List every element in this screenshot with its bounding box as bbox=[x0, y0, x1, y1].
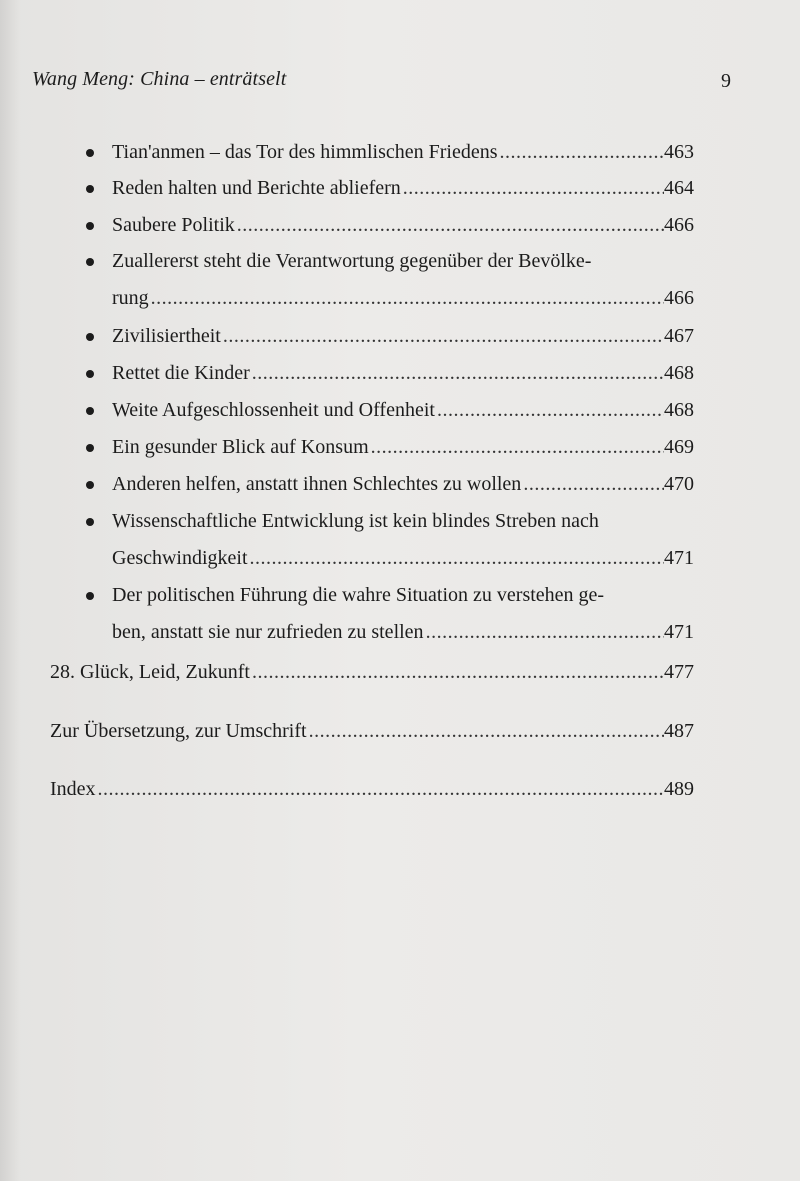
toc-entry-page: 468 bbox=[664, 399, 694, 421]
toc-chapter-entry bbox=[50, 713, 694, 750]
leader-dots bbox=[309, 713, 664, 750]
bullet-icon bbox=[86, 407, 94, 415]
toc-chapter-title: 28. Glück, Leid, Zukunft bbox=[50, 661, 250, 683]
toc-entry-title-line1: Der politischen Führung die wahre Situation zu verstehen ge- bbox=[112, 584, 605, 606]
toc-entry bbox=[112, 392, 694, 429]
page-gutter-shadow bbox=[0, 0, 20, 1181]
bullet-icon bbox=[86, 444, 94, 452]
leader-dots bbox=[223, 318, 664, 355]
toc-entry-title-line1: Zuallererst steht die Verantwortung gegenüber der Bevölke- bbox=[112, 250, 592, 272]
toc-entry-title: Weite Aufgeschlossenheit und Offenheit bbox=[112, 399, 435, 421]
leader-dots bbox=[500, 134, 665, 171]
toc-entry-title: Geschwindigkeit bbox=[112, 547, 248, 569]
bullet-icon bbox=[86, 481, 94, 489]
toc-entry-title: Reden halten und Berichte abliefern bbox=[112, 177, 401, 199]
toc-entry-page: 469 bbox=[664, 436, 694, 458]
toc-entry-page: 466 bbox=[664, 214, 694, 236]
toc-entry-title: Zivilisiertheit bbox=[112, 325, 221, 347]
toc-entry bbox=[112, 466, 694, 503]
toc-entry-title: Tian'anmen – das Tor des himmlischen Friedens bbox=[112, 141, 498, 163]
toc-entry bbox=[112, 429, 694, 466]
toc-entry-title: Anderen helfen, anstatt ihnen Schlechtes zu wollen bbox=[112, 473, 522, 495]
running-title: Wang Meng: China – enträtselt bbox=[32, 68, 287, 90]
leader-dots bbox=[250, 540, 664, 577]
toc-entry-page: 463 bbox=[664, 141, 694, 163]
toc-entry-page: 471 bbox=[664, 621, 694, 643]
bullet-icon bbox=[86, 592, 94, 600]
toc-entry-title: Ein gesunder Blick auf Konsum bbox=[112, 436, 369, 458]
toc-entry-page: 471 bbox=[664, 547, 694, 569]
toc-entry bbox=[112, 207, 694, 244]
leader-dots bbox=[237, 207, 664, 244]
toc-entry bbox=[112, 318, 694, 355]
toc-entry bbox=[112, 540, 694, 577]
toc-entry bbox=[112, 280, 694, 317]
bullet-icon bbox=[86, 149, 94, 157]
leader-dots bbox=[371, 429, 664, 466]
toc-chapter-page: 477 bbox=[664, 661, 694, 683]
toc-entry-title: ben, anstatt sie nur zufrieden zu stellen bbox=[112, 621, 424, 643]
toc-entry-title-line1: Wissenschaftliche Entwicklung ist kein blindes Streben nach bbox=[112, 510, 599, 532]
toc-entry-page: 466 bbox=[664, 287, 694, 309]
leader-dots bbox=[252, 355, 664, 392]
bullet-icon bbox=[86, 518, 94, 526]
toc-entry bbox=[112, 614, 694, 651]
toc-entry-title: Saubere Politik bbox=[112, 214, 235, 236]
bullet-icon bbox=[86, 222, 94, 230]
leader-dots bbox=[437, 392, 664, 429]
toc-chapter-page: 489 bbox=[664, 778, 694, 800]
toc-entry bbox=[112, 170, 694, 207]
toc-entry-title: rung bbox=[112, 287, 149, 309]
leader-dots bbox=[98, 771, 664, 808]
leader-dots bbox=[426, 614, 664, 651]
leader-dots bbox=[151, 280, 664, 317]
bullet-icon bbox=[86, 370, 94, 378]
toc-entry-title: Rettet die Kinder bbox=[112, 362, 250, 384]
toc-entry-page: 470 bbox=[664, 473, 694, 495]
leader-dots bbox=[252, 654, 664, 691]
leader-dots bbox=[403, 170, 664, 207]
toc-entry-page: 467 bbox=[664, 325, 694, 347]
toc-entry-page: 468 bbox=[664, 362, 694, 384]
bullet-icon bbox=[86, 333, 94, 341]
toc-chapter-title: Zur Übersetzung, zur Umschrift bbox=[50, 720, 307, 742]
toc-entry-page: 464 bbox=[664, 177, 694, 199]
bullet-icon bbox=[86, 258, 94, 266]
toc-chapter-page: 487 bbox=[664, 720, 694, 742]
toc-entry bbox=[112, 355, 694, 392]
toc-entry bbox=[112, 134, 694, 171]
page-number: 9 bbox=[721, 70, 731, 92]
leader-dots bbox=[523, 466, 664, 503]
toc-chapter-entry bbox=[50, 771, 694, 808]
bullet-icon bbox=[86, 185, 94, 193]
toc-chapter-entry bbox=[50, 654, 694, 691]
toc-chapter-title: Index bbox=[50, 778, 96, 800]
